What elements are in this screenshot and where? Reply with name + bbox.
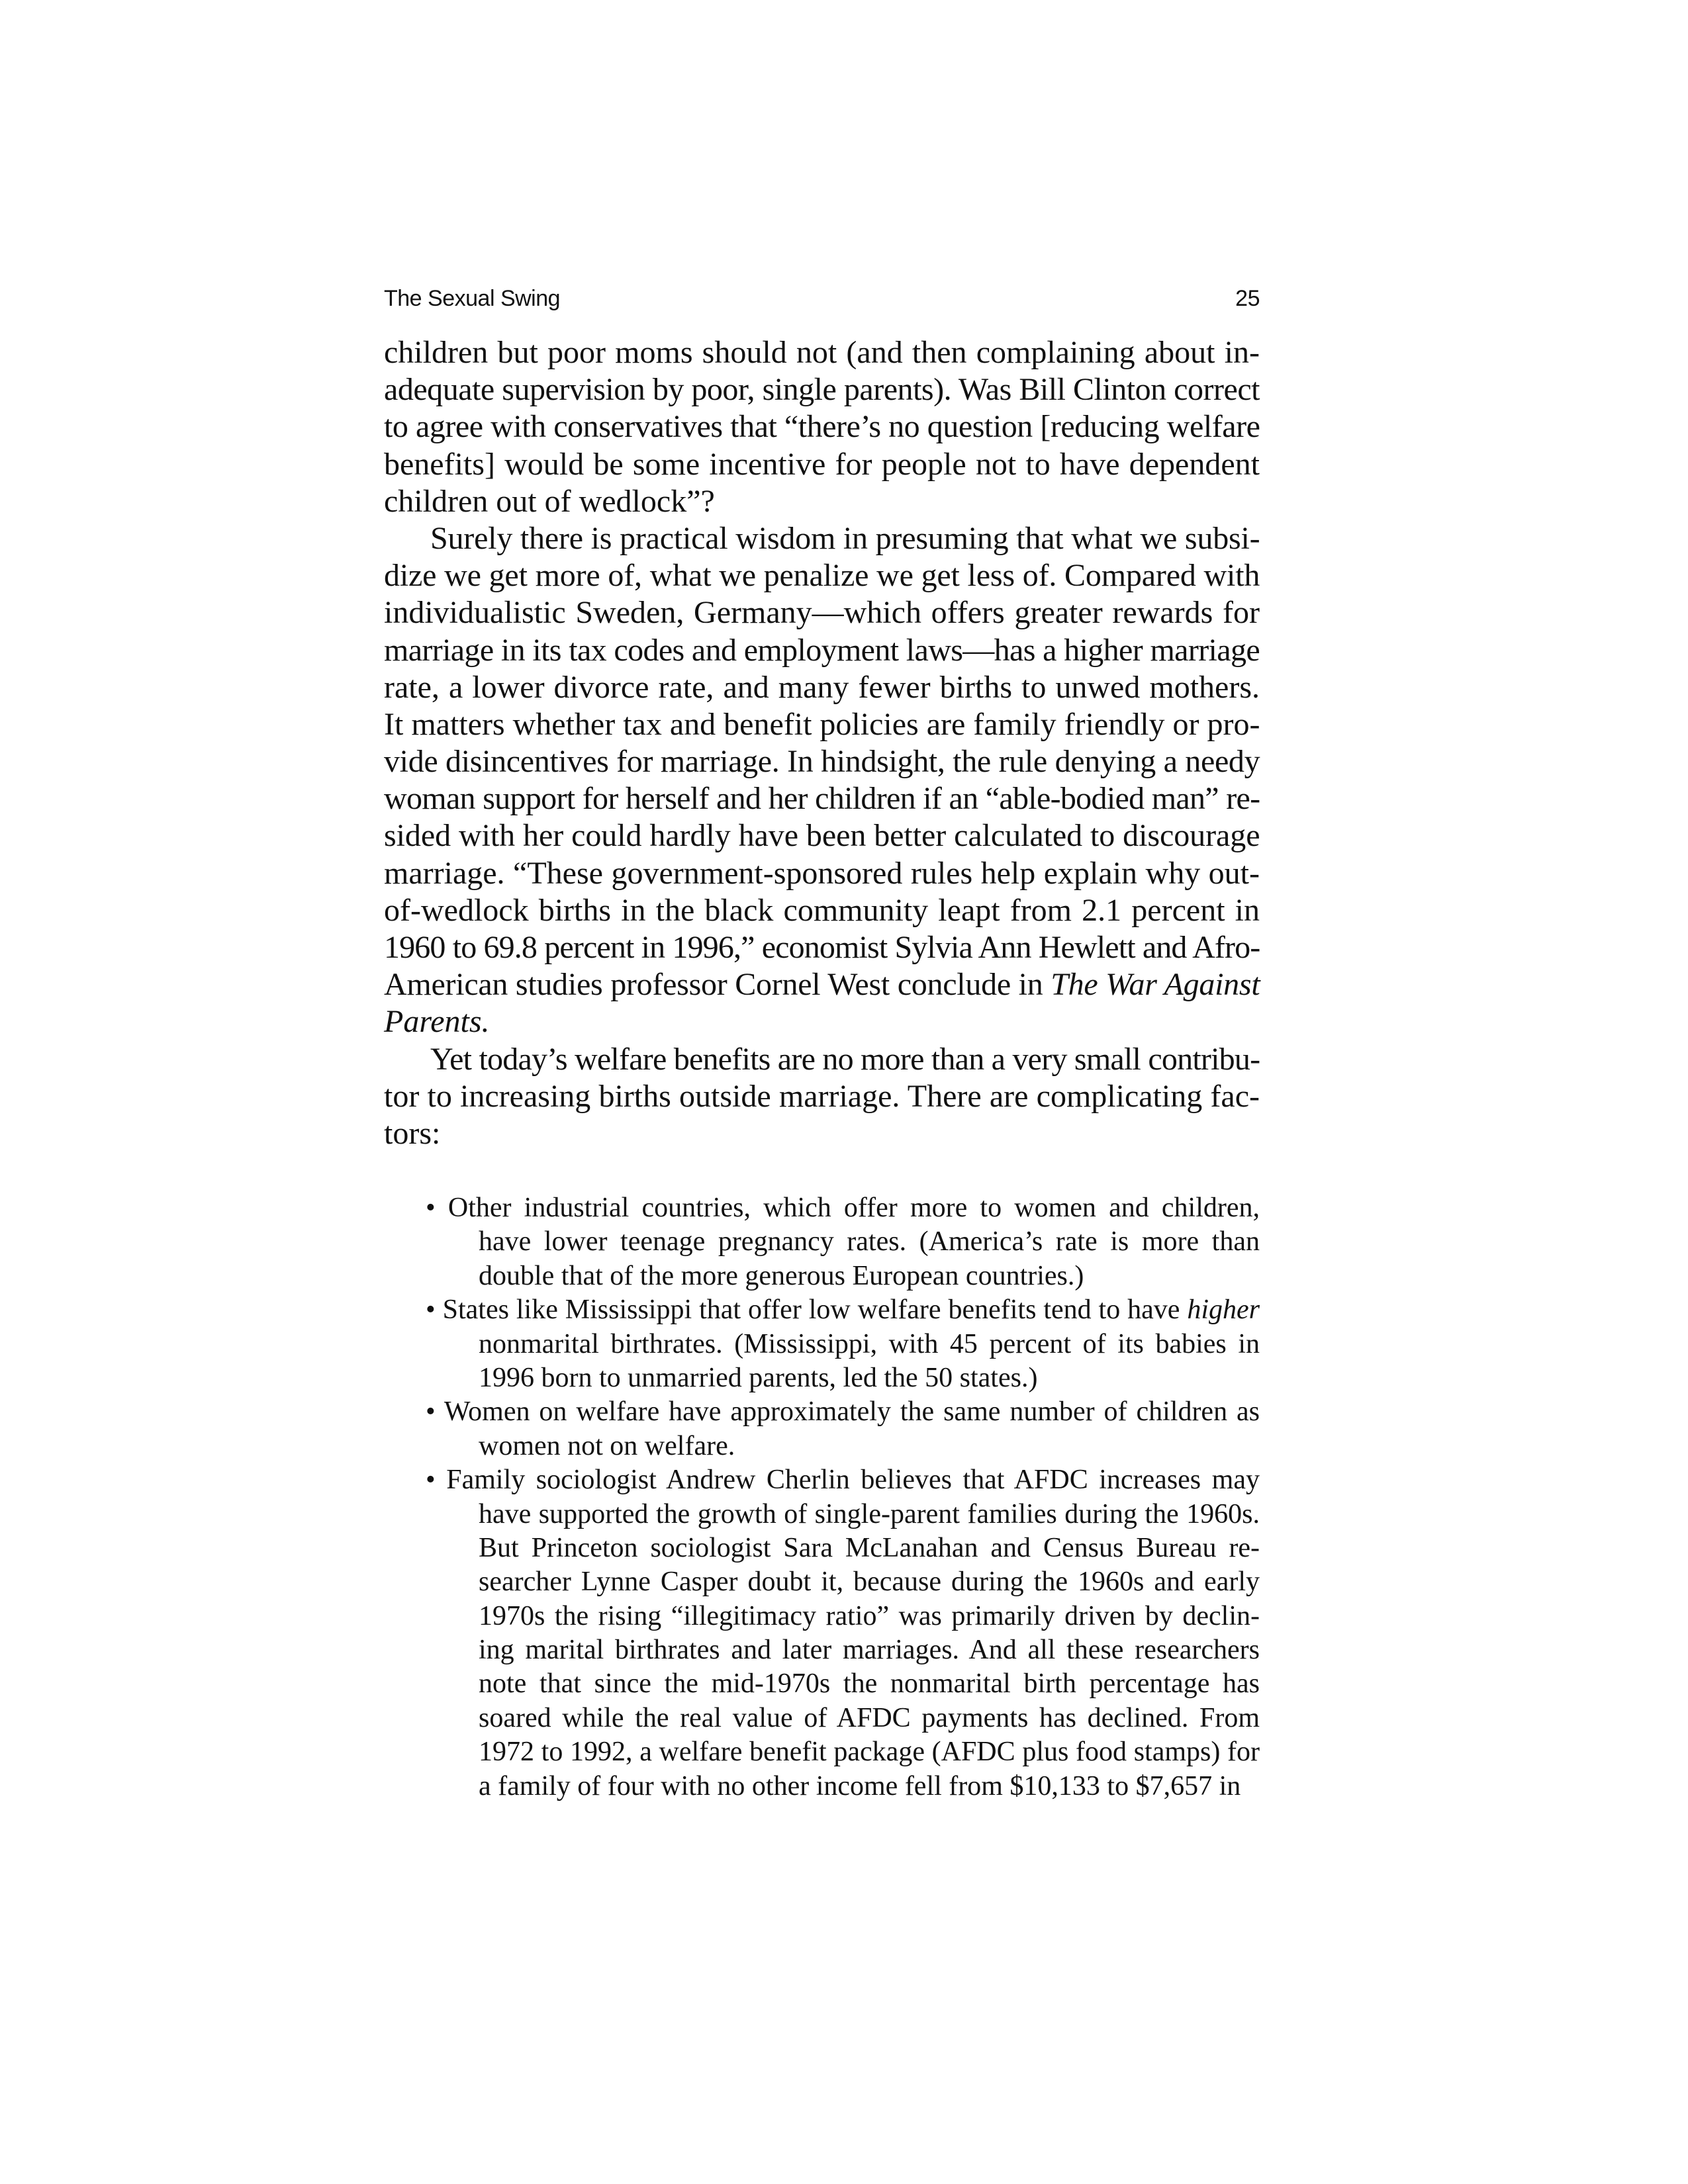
text-line: individualistic Sweden, Germany—which offers greater rewards for — [384, 595, 1260, 631]
text-line: marriage in its tax codes and employment laws—has a higher marriage — [384, 632, 1260, 668]
text-line: dize we get more of, what we penalize we get less of. Compared with — [384, 558, 1260, 594]
text-line: Surely there is practical wisdom in presuming that what we subsi- — [430, 520, 1260, 556]
running-header — [384, 286, 1260, 319]
text-line: rate, a lower divorce rate, and many fewer births to unwed mothers. — [384, 669, 1260, 705]
text-line: benefits] would be some incentive for people not to have dependent — [384, 446, 1260, 482]
text-line: woman support for herself and her children if an “able-bodied man” re- — [384, 781, 1260, 817]
bullet-line: But Princeton sociologist Sara McLanahan and Census Bureau re- — [479, 1532, 1260, 1563]
bullet-line: • Women on welfare have approximately the same number of children as — [426, 1396, 1260, 1428]
bullet-line: • Other industrial countries, which offer more to women and children, — [426, 1193, 1260, 1223]
bullet-line: • States like Mississippi that offer low welfare benefits tend to have higher — [426, 1295, 1260, 1326]
bullet-line: 1970s the rising “illegitimacy ratio” was primarily driven by declin- — [479, 1600, 1260, 1631]
body-text — [384, 334, 1260, 1152]
bullet-line: note that since the mid-1970s the nonmarital birth percentage has — [479, 1668, 1260, 1700]
page-number: 25 — [1235, 286, 1260, 311]
text-line: children but poor moms should not (and then complaining about in- — [384, 335, 1260, 370]
text-line: 1960 to 69.8 percent in 1996,” economist Sylvia Ann Hewlett and Afro- — [384, 930, 1260, 965]
text-line — [384, 1003, 1260, 1040]
bullet-line: double that of the more generous European countries.) — [479, 1260, 1084, 1291]
bullet-line: a family of four with no other income fell from $10,133 to $7,657 in — [479, 1770, 1241, 1801]
text-line: of-wedlock births in the black community leapt from 2.1 percent in — [384, 892, 1260, 928]
text-line: sided with her could hardly have been better calculated to discourage — [384, 818, 1260, 854]
text-line: It matters whether tax and benefit policies are family friendly or pro- — [384, 706, 1260, 742]
bullet-line: 1972 to 1992, a welfare benefit package (AFDC plus food stamps) for — [479, 1737, 1260, 1768]
text-line: American studies professor Cornel West conclude in The War Against — [384, 967, 1260, 1003]
italic-text: The War Against — [1051, 967, 1260, 1003]
bullet-line: have supported the growth of single-parent families during the 1960s. — [479, 1498, 1260, 1529]
running-title: The Sexual Swing — [384, 286, 561, 311]
text-line: to agree with conservatives that “there’s no question [reducing welfare — [384, 409, 1260, 445]
bullet-line: 1996 born to unmarried parents, led the 50 states.) — [479, 1362, 1038, 1393]
text-line: vide disincentives for marriage. In hindsight, the rule denying a needy — [384, 744, 1260, 780]
italic-text: Parents. — [384, 1004, 490, 1040]
bullet-line: • Family sociologist Andrew Cherlin believes that AFDC increases may — [426, 1465, 1260, 1496]
bullet-line: have lower teenage pregnancy rates. (America’s rate is more than — [479, 1226, 1260, 1257]
text-line: marriage. “These government-sponsored rules help explain why out- — [384, 855, 1260, 891]
text-line: adequate supervision by poor, single parents). Was Bill Clinton correct — [384, 372, 1260, 408]
bullet-line: soared while the real value of AFDC payments has declined. From — [479, 1702, 1260, 1733]
bullet-line: nonmarital birthrates. (Mississippi, with 45 percent of its babies in — [479, 1328, 1260, 1359]
text-line: tor to increasing births outside marriage. There are complicating fac- — [384, 1078, 1260, 1114]
text-line: tors: — [384, 1115, 441, 1151]
bullet-line: searcher Lynne Casper doubt it, because during the 1960s and early — [479, 1567, 1260, 1598]
text-line: children out of wedlock”? — [384, 483, 715, 519]
bullet-line: women not on welfare. — [479, 1430, 735, 1461]
bullet-line: ing marital birthrates and later marriages. And all these researchers — [479, 1635, 1260, 1666]
text-line: Yet today’s welfare benefits are no more than a very small contribu- — [430, 1041, 1260, 1077]
bullet-list — [426, 1191, 1260, 1803]
italic-text: higher — [1187, 1295, 1260, 1326]
